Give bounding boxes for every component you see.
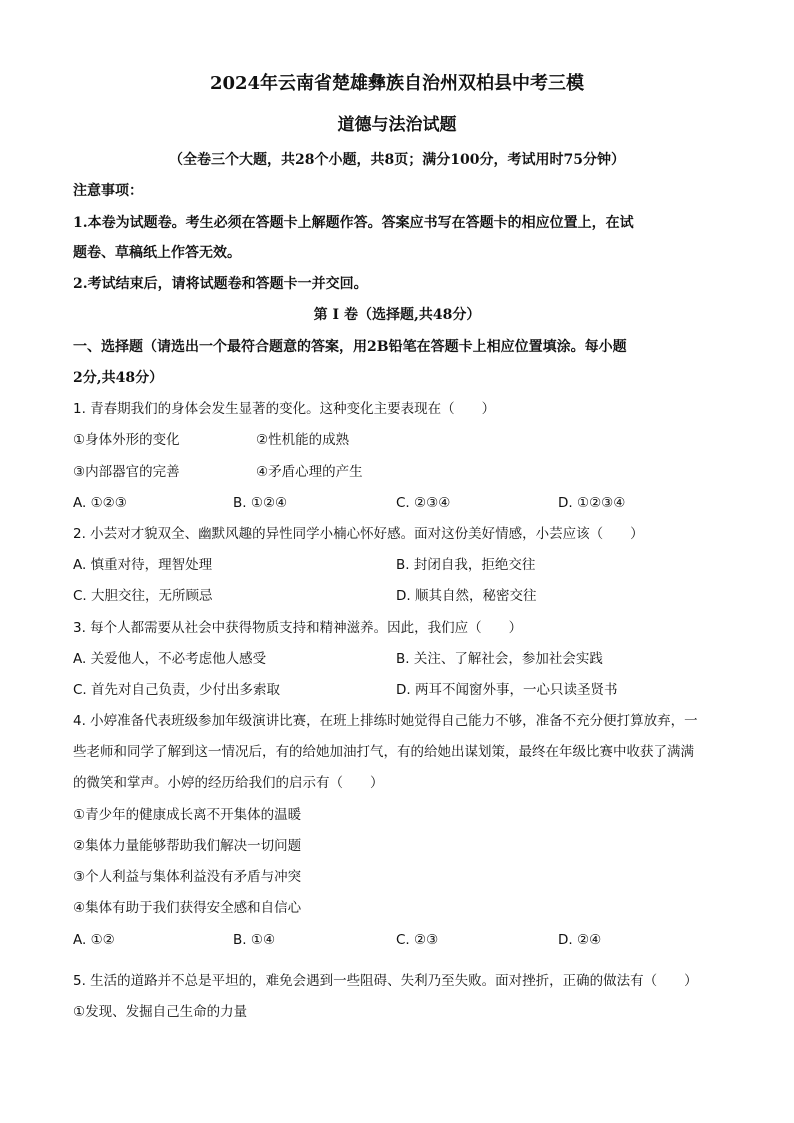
question-5-statement-1: ①发现、发掘自己生命的力量 (73, 1004, 248, 1020)
question-1-option-a: A. ①②③ (73, 495, 127, 511)
question-1-statement-4: ④矛盾心理的产生 (256, 464, 363, 480)
question-4-statement-3: ③个人利益与集体利益没有矛盾与冲突 (73, 869, 302, 885)
question-5-stem: 5. 生活的道路并不总是平坦的，难免会遇到一些阻碍、失利乃至失败。面对挫折，正确的做法有（ ） (73, 973, 698, 989)
question-1-option-b: B. ①②④ (233, 495, 288, 511)
exam-title: 2024年云南省楚雄彝族自治州双柏县中考三模 (209, 73, 585, 94)
question-2-option-b: B. 封闭自我，拒绝交往 (396, 557, 536, 573)
exam-subtitle: 道德与法治试题 (337, 115, 457, 135)
question-4-option-c: C. ②③ (396, 932, 439, 948)
question-1-statement-3: ③内部器官的完善 (73, 464, 180, 480)
question-3-option-a: A. 关爱他人，不必考虑他人感受 (73, 651, 267, 667)
part1-heading: 第 I 卷（选择题,共48分） (313, 307, 481, 323)
question-4-stem: 4. 小婷准备代表班级参加年级演讲比赛，在班上排练时她觉得自己能力不够，准备不充分便打算放弃，一 (73, 713, 698, 729)
question-1-stem: 1. 青春期我们的身体会发生显著的变化。这种变化主要表现在（ ） (73, 401, 496, 417)
question-4-stem-cont-1: 些老师和同学了解到这一情况后，有的给她加油打气，有的给她出谋划策，最终在年级比赛中收获了满满 (73, 744, 694, 760)
question-2-option-a: A. 慎重对待，理智处理 (73, 557, 213, 573)
question-3-option-c: C. 首先对自己负责，少付出多索取 (73, 682, 281, 698)
question-4-option-d: D. ②④ (558, 932, 602, 948)
question-4-option-b: B. ①④ (233, 932, 276, 948)
section-1-heading: 一、选择题（请选出一个最符合题意的答案，用2B铅笔在答题卡上相应位置填涂。每小题 (73, 339, 627, 355)
question-2-stem: 2. 小芸对才貌双全、幽默风趣的异性同学小楠心怀好感。面对这份美好情感，小芸应该（ ） (73, 526, 644, 542)
notes-item-2: 2.考试结束后，请将试题卷和答题卡一并交回。 (73, 276, 368, 292)
question-1-option-c: C. ②③④ (396, 495, 451, 511)
question-3-stem: 3. 每个人都需要从社会中获得物质支持和精神滋养。因此，我们应（ ） (73, 620, 523, 636)
question-1-statement-2: ②性机能的成熟 (256, 432, 350, 448)
question-2-option-d: D. 顺其自然，秘密交往 (396, 588, 537, 604)
question-4-statement-4: ④集体有助于我们获得安全感和自信心 (73, 900, 302, 916)
notes-item-1-cont: 题卷、草稿纸上作答无效。 (73, 245, 241, 261)
question-4-stem-cont-2: 的微笑和掌声。小婷的经历给我们的启示有（ ） (73, 775, 384, 791)
section-1-heading-cont: 2分,共48分） (73, 370, 164, 386)
notes-heading: 注意事项： (73, 183, 143, 199)
exam-info: （全卷三个大题，共28个小题，共8页；满分100分，考试用时75分钟） (169, 152, 625, 168)
question-3-option-d: D. 两耳不闻窗外事，一心只读圣贤书 (396, 682, 618, 698)
question-4-statement-1: ①青少年的健康成长离不开集体的温暖 (73, 807, 302, 823)
question-3-option-b: B. 关注、了解社会，参加社会实践 (396, 651, 603, 667)
question-4-option-a: A. ①② (73, 932, 115, 948)
notes-item-1: 1.本卷为试题卷。考生必须在答题卡上解题作答。答案应书写在答题卡的相应位置上，在试 (73, 215, 634, 231)
question-1-statement-1: ①身体外形的变化 (73, 432, 180, 448)
question-2-option-c: C. 大胆交往，无所顾忌 (73, 588, 213, 604)
question-4-statement-2: ②集体力量能够帮助我们解决一切问题 (73, 838, 302, 854)
question-1-option-d: D. ①②③④ (558, 495, 626, 511)
